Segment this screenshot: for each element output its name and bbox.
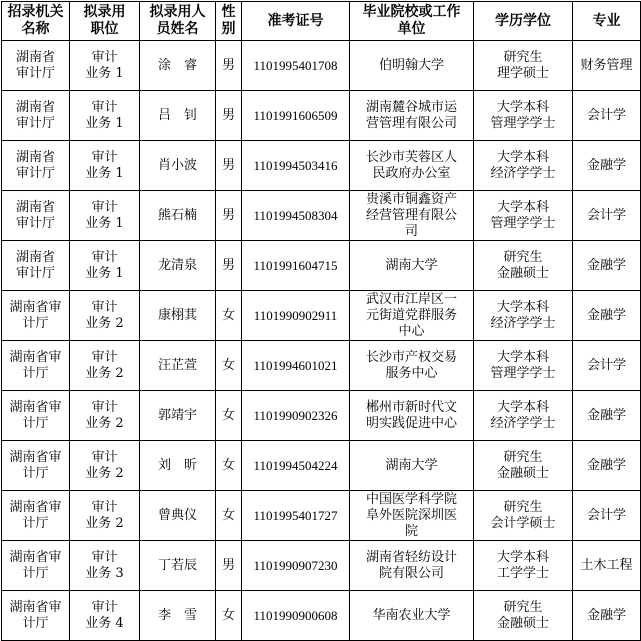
cell-school: 长沙市芙蓉区人 民政府办公室 [350,141,474,191]
cell-name: 丁若辰 [140,541,216,591]
cell-major: 金融学 [573,441,641,491]
cell-school: 湖南省轻纺设计 院有限公司 [350,541,474,591]
table-row [2,391,641,441]
cell-org: 湖南省 审计厅 [2,141,70,191]
cell-org: 湖南省审 计厅 [2,341,70,391]
cell-name: 郭靖宇 [140,391,216,441]
cell-name: 曾典仪 [140,491,216,541]
cell-position: 审计 业务 1 [70,91,140,141]
cell-name: 刘 昕 [140,441,216,491]
cell-exam-id: 1101994503416 [242,141,350,191]
cell-position: 审计 业务 1 [70,141,140,191]
header-name: 拟录用人 员姓名 [140,2,216,41]
cell-degree: 大学本科 管理学学士 [474,191,573,241]
cell-name: 李 雪 [140,591,216,641]
cell-sex: 女 [216,441,242,491]
candidate-table [1,1,641,641]
cell-degree: 研究生 金融硕士 [474,591,573,641]
cell-major: 金融学 [573,291,641,341]
cell-exam-id: 1101995401727 [242,491,350,541]
cell-name: 涂 睿 [140,41,216,91]
cell-org: 湖南省审 计厅 [2,491,70,541]
cell-sex: 男 [216,241,242,291]
table-row [2,241,641,291]
cell-degree: 大学本科 经济学学士 [474,141,573,191]
cell-school: 湖南麓谷城市运 营管理有限公司 [350,91,474,141]
cell-sex: 男 [216,91,242,141]
cell-exam-id: 1101991606509 [242,91,350,141]
cell-major: 财务管理 [573,41,641,91]
cell-sex: 女 [216,341,242,391]
cell-name: 汪芷萱 [140,341,216,391]
cell-exam-id: 1101990900608 [242,591,350,641]
cell-major: 金融学 [573,141,641,191]
cell-sex: 男 [216,141,242,191]
cell-exam-id: 1101994508304 [242,191,350,241]
cell-name: 肖小波 [140,141,216,191]
cell-position: 审计 业务 1 [70,241,140,291]
cell-org: 湖南省审 计厅 [2,291,70,341]
cell-sex: 女 [216,391,242,441]
cell-school: 武汉市江岸区一 元街道党群服务 中心 [350,291,474,341]
table-row [2,341,641,391]
table-row [2,541,641,591]
cell-exam-id: 1101990907230 [242,541,350,591]
cell-school: 湖南大学 [350,241,474,291]
cell-sex: 女 [216,291,242,341]
cell-org: 湖南省审 计厅 [2,591,70,641]
table-row [2,441,641,491]
cell-school: 贵溪市铜鑫资产 经营管理有限公 司 [350,191,474,241]
cell-org: 湖南省审 计厅 [2,441,70,491]
table-row [2,41,641,91]
header-degree: 学历学位 [474,2,573,41]
cell-degree: 研究生 金融硕士 [474,441,573,491]
cell-org: 湖南省 审计厅 [2,91,70,141]
cell-position: 审计 业务 2 [70,491,140,541]
cell-sex: 女 [216,591,242,641]
cell-school: 中国医学科学院 阜外医院深圳医 院 [350,491,474,541]
cell-major: 会计学 [573,91,641,141]
cell-position: 审计 业务 2 [70,291,140,341]
table-row [2,591,641,641]
cell-school: 伯明翰大学 [350,41,474,91]
cell-name: 龙清泉 [140,241,216,291]
table-row [2,191,641,241]
cell-major: 会计学 [573,341,641,391]
cell-exam-id: 1101990902326 [242,391,350,441]
cell-degree: 大学本科 工学学士 [474,541,573,591]
cell-exam-id: 1101991604715 [242,241,350,291]
cell-degree: 大学本科 经济学学士 [474,291,573,341]
cell-position: 审计 业务 2 [70,341,140,391]
cell-major: 会计学 [573,191,641,241]
cell-sex: 女 [216,491,242,541]
header-org: 招录机关 名称 [2,2,70,41]
cell-school: 湖南大学 [350,441,474,491]
cell-major: 会计学 [573,491,641,541]
cell-major: 土木工程 [573,541,641,591]
cell-school: 长沙市产权交易 服务中心 [350,341,474,391]
cell-position: 审计 业务 2 [70,391,140,441]
cell-sex: 男 [216,541,242,591]
table-row [2,291,641,341]
cell-org: 湖南省 审计厅 [2,191,70,241]
cell-position: 审计 业务 3 [70,541,140,591]
header-exam-id: 准考证号 [242,2,350,41]
header-sex: 性 别 [216,2,242,41]
header-school: 毕业院校或工作 单位 [350,2,474,41]
cell-sex: 男 [216,191,242,241]
cell-exam-id: 1101990902911 [242,291,350,341]
cell-name: 熊石楠 [140,191,216,241]
header-position: 拟录用 职位 [70,2,140,41]
cell-org: 湖南省审 计厅 [2,391,70,441]
cell-position: 审计 业务 1 [70,41,140,91]
cell-position: 审计 业务 1 [70,191,140,241]
cell-org: 湖南省 审计厅 [2,41,70,91]
cell-name: 吕 钊 [140,91,216,141]
header-row [2,2,641,41]
table-row [2,91,641,141]
cell-exam-id: 1101995401708 [242,41,350,91]
cell-org: 湖南省 审计厅 [2,241,70,291]
cell-exam-id: 1101994601021 [242,341,350,391]
cell-position: 审计 业务 4 [70,591,140,641]
table-row [2,491,641,541]
cell-major: 金融学 [573,591,641,641]
cell-degree: 大学本科 管理学学士 [474,91,573,141]
cell-exam-id: 1101994504224 [242,441,350,491]
cell-school: 华南农业大学 [350,591,474,641]
cell-major: 金融学 [573,241,641,291]
table-row [2,141,641,191]
cell-position: 审计 业务 2 [70,441,140,491]
cell-major: 金融学 [573,391,641,441]
cell-school: 郴州市新时代文 明实践促进中心 [350,391,474,441]
cell-degree: 研究生 金融硕士 [474,241,573,291]
cell-org: 湖南省审 计厅 [2,541,70,591]
cell-degree: 研究生 会计学硕士 [474,491,573,541]
cell-name: 康栩萁 [140,291,216,341]
header-major: 专业 [573,2,641,41]
cell-degree: 大学本科 经济学学士 [474,391,573,441]
cell-degree: 研究生 理学硕士 [474,41,573,91]
cell-degree: 大学本科 管理学学士 [474,341,573,391]
cell-sex: 男 [216,41,242,91]
